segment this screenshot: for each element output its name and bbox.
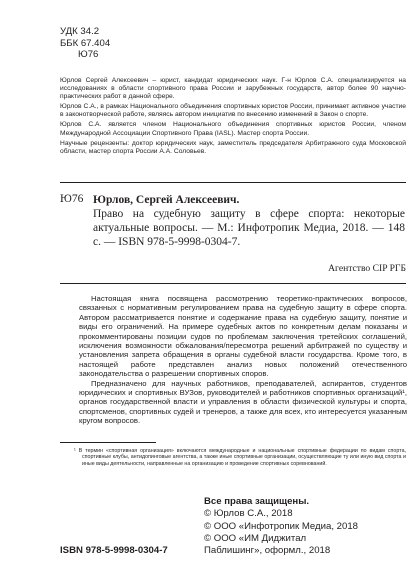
footnote-rule <box>60 442 156 443</box>
audience-paragraph: Предназначено для научных работников, преподавателей, аспирантов, студентов юридических и спортивных ВУЗов, руководителей и работников спортивных организаций¹, органов государственной власти и управления в области физической культуры и спорта, спортсменов, спортивных судей и тренеров, а также для всех, кто интересуется указанным кругом вопросов. <box>79 378 407 426</box>
copyright-block <box>204 496 358 557</box>
rights-title: Все права защищены. <box>204 496 310 507</box>
footnote-text: ¹ В термин «спортивная организация» включаются международные и национальные спортивные федерации по видам спорта, спортивные клубы, антидопинговые агентства, а также иные спортивные организации, осуществляющие ту или иную вид спорта и иные виды деятельности, направленные на организацию и проведение спортивных соревнований. <box>74 448 406 467</box>
about-author-paragraph: Юрлов Сергей Алексеевич – юрист, кандидат юридических наук. Г-н Юрлов С.А. специализируется на исследованиях в области спортивного права России и зарубежных государств, автор более 90 научно-практических работ в данной сфере. <box>60 77 406 101</box>
author-sign: Ю76 <box>78 49 99 61</box>
bbk-code: ББК 67.404 <box>60 37 111 49</box>
copyright-line: © ООО «Инфотропик Медиа, 2018 <box>204 520 359 532</box>
classification-block <box>60 26 110 61</box>
copyright-line: Паблишинг», оформл., 2018 <box>204 545 331 557</box>
catalog-entry <box>93 193 405 249</box>
about-author-paragraph: Юрлов С.А., в рамках Национального объединения спортивных юристов России, принимает активное участие в законотворческой работе, являясь автором инициатив по внесению изменений в Закон о спорте. <box>60 103 406 119</box>
reviewers-paragraph: Научные рецензенты: доктор юридических наук, заместитель председателя Арбитражного суда Московской области, мастер спорта России А.А. Соловьев. <box>60 139 406 155</box>
udc-code: УДК 34.2 <box>60 26 100 37</box>
catalog-code: Ю76 <box>60 193 84 205</box>
annotation-paragraph: Настоящая книга посвящена рассмотрению теоретико-практических вопросов, связанных с нормативным регулированием права на судебную защиту в сфере спорта. Автором рассматривается понятие и содержание права на судебную защиту, понятие и виды его ограничений. На примере судебных актов по конкретным делам показаны и прокомментированы позиции судов по проблемам заключения третейских соглашений, исключения возможности обжалования/пересмотра решений арбитражей по существу и установления запрета обращения в органы судебной власти государства. Кроме того, в настоящей работе представлен анализ новых положений отечественного законодательства о разрешении спортивных споров. <box>79 294 407 379</box>
about-author-paragraph: Юрлов С.А. является членом Национального объединения спортивных юристов России, членом Международной Ассоциации Спортивного Права (IASL). Мастер спорта России. <box>60 121 406 137</box>
divider-top <box>60 182 406 183</box>
catalog-author: Юрлов, Сергей Алексеевич. <box>93 194 240 206</box>
footnote <box>60 448 406 467</box>
isbn: ISBN 978-5-9998-0304-7 <box>60 545 168 556</box>
annotation <box>79 294 407 426</box>
about-author <box>60 77 406 158</box>
divider-middle <box>60 283 406 284</box>
copyright-line: © ООО «ИМ Диджитал <box>204 532 307 544</box>
cip-agency: Агентство CIP РГБ <box>328 263 406 274</box>
copyright-line: © Юрлов С.А., 2018 <box>204 508 293 520</box>
catalog-description: Право на судебную защиту в сфере спорта: некоторые актуальные вопросы. — М.: Инфотропик Медиа, 2018. — 148 с. — ISBN 978-5-9998-0304-7. <box>93 208 405 249</box>
